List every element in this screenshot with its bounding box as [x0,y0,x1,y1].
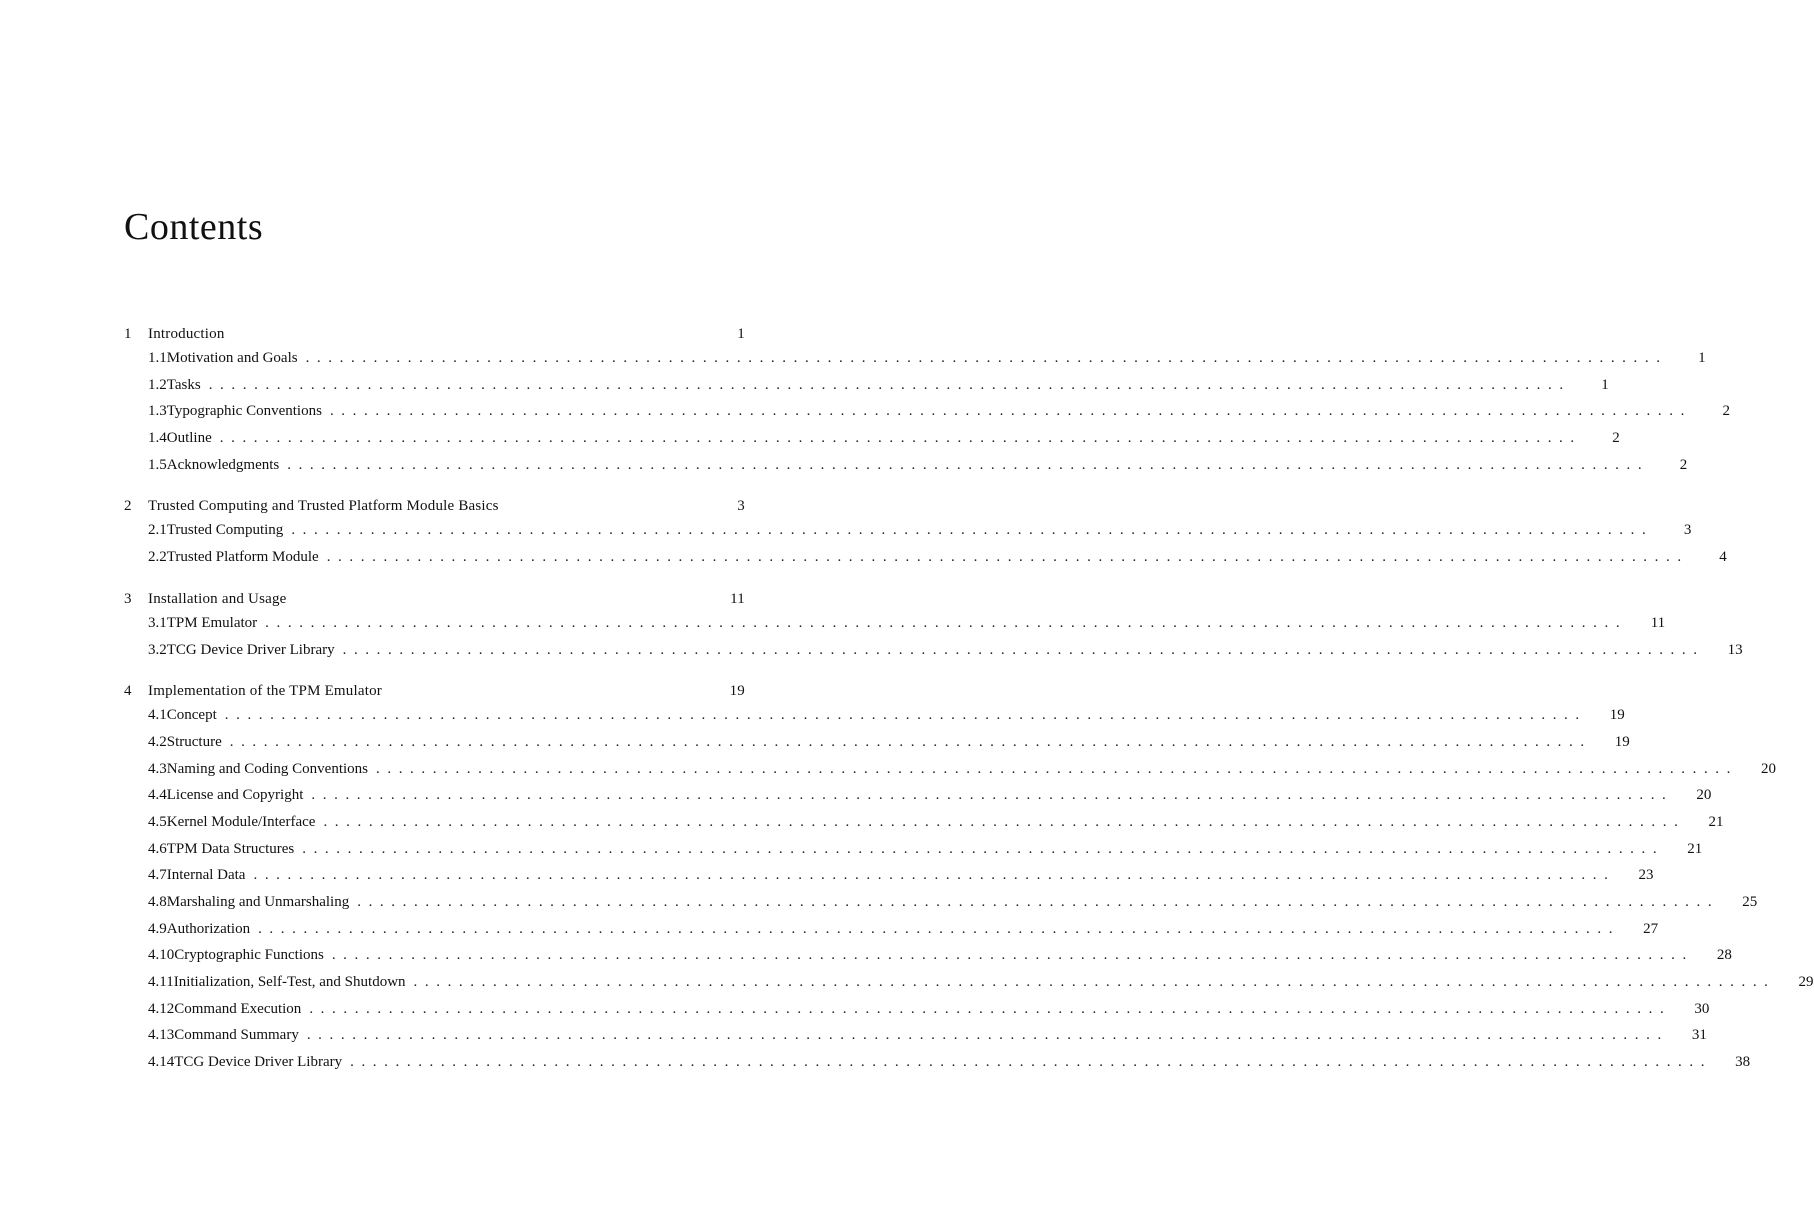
section-number: 4.6 [148,840,167,857]
section-page-number: 1 [1698,350,1706,366]
toc-section-entry[interactable] [124,1054,1751,1081]
toc-section-entry[interactable] [124,641,1743,669]
section-title: Initialization, Self-Test, and Shutdown [173,974,406,991]
section-page-number: 2 [1612,430,1620,447]
section-title: TCG Device Driver Library [166,641,335,658]
section-title: Tasks [166,376,201,393]
chapter-title: Introduction [148,326,225,342]
section-number: 4.5 [148,813,167,830]
dot-leader: ........................................................................................................................ [229,733,1592,750]
section-page-number: 28 [1716,947,1732,964]
section-title: Naming and Coding Conventions [166,760,368,777]
dot-leader: ........................................................................................................................ [413,974,1776,991]
dot-leader: ........................................................................................................................ [376,760,1738,777]
section-title: Outline [166,430,212,447]
chapter-title: Trusted Computing and Trusted Platform Module Basics [148,498,499,515]
section-title: Command Summary [174,1027,299,1044]
toc-section-entry[interactable] [124,974,1814,1001]
dot-leader: ........................................................................................................................ [350,1054,1713,1071]
dot-leader: ........................................................................................................................ [342,641,1705,658]
toc-section-entry[interactable] [124,522,1692,549]
section-number: 1.1 [148,350,167,366]
toc-section-entry[interactable] [124,376,1609,404]
toc-section-entry[interactable] [124,1027,1707,1054]
section-page-number: 27 [1643,920,1659,937]
dot-leader: ........................................................................................................................ [265,614,1628,631]
dot-leader: ........................................................................................................................ [219,430,1582,447]
dot-leader: ........................................................................................................................ [326,549,1689,566]
section-number: 1.2 [148,376,167,393]
section-number: 4.3 [148,760,167,777]
toc-chapter [124,683,1814,1081]
chapter-number: 3 [124,590,132,607]
section-number: 4.8 [148,894,167,910]
section-title: Cryptographic Functions [174,947,324,964]
toc-chapter [124,498,1727,575]
section-number: 1.5 [148,456,167,473]
section-title: Kernel Module/Interface [166,813,316,830]
section-number: 1.3 [148,403,167,420]
dot-leader: ........................................................................................................................ [329,403,1692,420]
section-title: Authorization [166,920,251,937]
section-page-number: 3 [1683,522,1692,539]
chapter-title: Installation and Usage [148,590,287,607]
section-page-number: 19 [1609,707,1625,724]
section-page-number: 21 [1708,813,1724,830]
section-title: Typographic Conventions [166,403,322,420]
section-number: 4.4 [148,787,167,804]
toc-chapter-entry[interactable] [124,683,745,707]
section-page-number: 13 [1727,641,1743,658]
dot-leader: ........................................................................................................................ [309,1000,1672,1017]
section-number: 2.2 [148,549,167,566]
section-title: Acknowledgments [166,456,280,473]
toc-section-entry[interactable] [124,867,1654,894]
section-number: 4.12 [148,1000,175,1017]
toc-section-entry[interactable] [124,760,1776,788]
section-title: License and Copyright [166,787,304,804]
toc-section-entry[interactable] [124,813,1724,841]
dot-leader: ........................................................................................................................ [306,1027,1669,1044]
toc-chapter-entry[interactable] [124,326,745,350]
section-page-number: 21 [1687,840,1703,857]
section-number: 4.7 [148,867,167,884]
table-of-contents [124,326,1814,1096]
section-title: Trusted Platform Module [166,549,319,566]
toc-section-entry[interactable] [124,1000,1710,1028]
chapter-page-number: 3 [737,498,745,515]
section-title: Marshaling and Unmarshaling [166,894,350,910]
toc-chapter-entry[interactable] [124,498,745,522]
section-number: 3.2 [148,641,167,658]
section-number: 4.9 [148,920,167,937]
section-number: 4.14 [148,1054,175,1071]
section-title: Motivation and Goals [166,350,298,366]
toc-section-entry[interactable] [124,840,1703,868]
section-title: TPM Emulator [166,614,258,631]
section-page-number: 23 [1638,867,1654,884]
section-number: 4.10 [148,947,175,964]
section-number: 2.1 [148,522,167,539]
toc-section-entry[interactable] [124,456,1688,484]
toc-chapter-entry[interactable] [124,591,745,615]
toc-section-entry[interactable] [124,787,1712,814]
dot-leader: ........................................................................................................................ [357,894,1720,910]
dot-leader: ........................................................................................................................ [224,707,1587,724]
toc-section-entry[interactable] [124,350,1706,377]
chapter-number: 4 [124,683,132,700]
toc-chapter [124,590,1743,668]
section-number: 3.1 [148,614,167,631]
chapter-title: Implementation of the TPM Emulator [148,683,382,700]
section-title: Trusted Computing [166,522,284,539]
section-page-number: 20 [1696,787,1712,804]
toc-section-entry[interactable] [124,947,1732,974]
toc-section-entry[interactable] [124,614,1666,642]
section-title: TCG Device Driver Library [174,1054,343,1071]
section-title: Command Execution [174,1000,302,1017]
section-title: Concept [166,707,217,724]
chapter-number: 1 [124,326,132,342]
dot-leader: ........................................................................................................................ [305,350,1668,366]
section-page-number: 25 [1742,894,1758,910]
section-number: 4.1 [148,707,167,724]
dot-leader: ........................................................................................................................ [208,376,1571,393]
section-page-number: 20 [1761,760,1776,777]
section-page-number: 29 [1798,974,1814,991]
dot-leader: ........................................................................................................................ [311,787,1674,804]
section-page-number: 2 [1722,403,1730,420]
section-page-number: 30 [1694,1000,1710,1017]
toc-section-entry[interactable] [124,549,1727,576]
toc-chapter [124,326,1730,483]
section-page-number: 2 [1679,456,1688,473]
chapter-page-number: 19 [729,683,745,700]
dot-leader: ........................................................................................................................ [258,920,1621,937]
chapter-page-number: 1 [737,326,745,342]
toc-section-entry[interactable] [124,430,1620,457]
toc-section-entry[interactable] [124,707,1625,734]
dot-leader: ........................................................................................................................ [253,867,1616,884]
section-page-number: 1 [1601,376,1609,393]
section-title: Structure [166,733,222,750]
section-number: 4.13 [148,1027,175,1044]
dot-leader: ........................................................................................................................ [302,840,1665,857]
section-page-number: 19 [1614,733,1630,750]
section-number: 4.2 [148,733,167,750]
section-page-number: 31 [1691,1027,1707,1044]
section-page-number: 11 [1650,614,1666,631]
toc-section-entry[interactable] [124,920,1659,948]
toc-section-entry[interactable] [124,894,1758,921]
dot-leader: ........................................................................................................................ [291,522,1654,539]
page-title: Contents [124,206,264,248]
section-title: TPM Data Structures [166,840,295,857]
section-page-number: 38 [1735,1054,1751,1071]
toc-section-entry[interactable] [124,733,1630,761]
chapter-number: 2 [124,498,132,515]
section-number: 4.11 [148,974,174,991]
chapter-page-number: 11 [730,590,745,607]
section-page-number: 4 [1719,549,1727,566]
dot-leader: ........................................................................................................................ [331,947,1694,964]
section-title: Internal Data [166,867,246,884]
dot-leader: ........................................................................................................................ [287,456,1650,473]
toc-section-entry[interactable] [124,403,1730,430]
section-number: 1.4 [148,430,167,447]
dot-leader: ........................................................................................................................ [323,813,1686,830]
